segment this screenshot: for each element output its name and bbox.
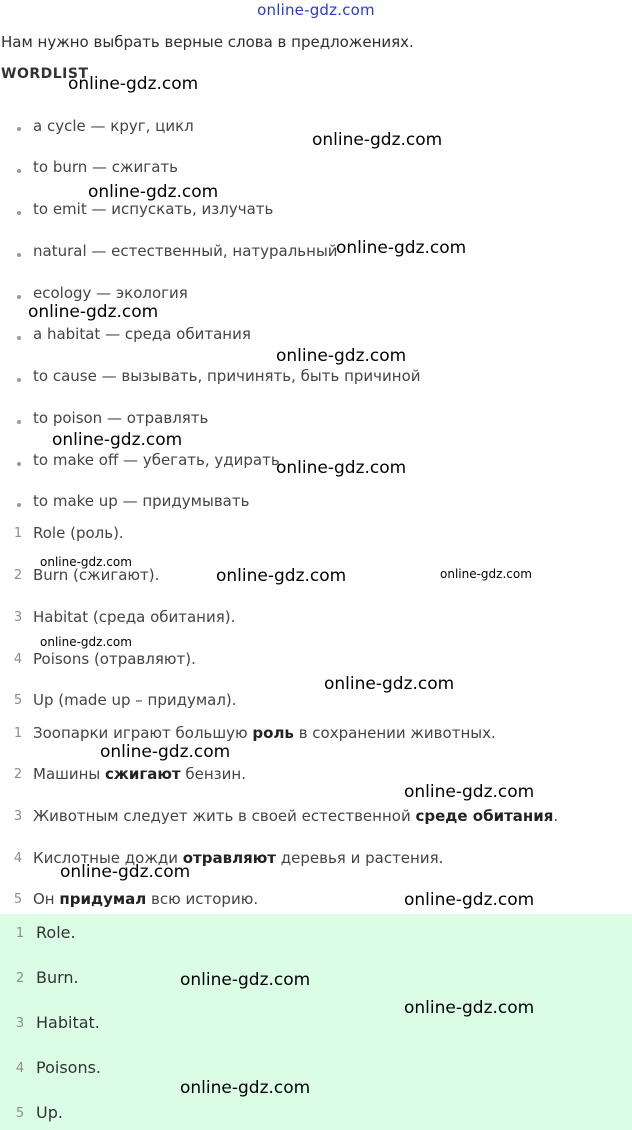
watermark: online-gdz.com xyxy=(28,302,159,322)
list-item: Burn (сжигают). xyxy=(33,566,160,584)
list-number: 2 xyxy=(15,971,25,986)
watermark: online-gdz.com xyxy=(312,130,443,150)
sentence: Животным следует жить в своей естественной среде обитания. xyxy=(33,807,559,825)
watermark: online-gdz.com xyxy=(404,998,535,1018)
watermark: online-gdz.com xyxy=(404,782,535,802)
watermark: online-gdz.com xyxy=(88,182,219,202)
list-number: 1 xyxy=(13,526,23,541)
wordlist-item: to emit — испускать, излучать xyxy=(33,200,274,218)
list-number: 3 xyxy=(15,1016,25,1031)
watermark: online-gdz.com xyxy=(440,567,532,581)
list-number: 1 xyxy=(13,726,23,741)
list-number: 4 xyxy=(13,652,23,667)
watermark: online-gdz.com xyxy=(100,742,231,762)
bullet-icon xyxy=(17,462,21,466)
intro-text: Нам нужно выбрать верные слова в предложениях. xyxy=(1,33,414,51)
bullet-icon xyxy=(17,295,21,299)
list-number: 1 xyxy=(15,926,25,941)
wordlist-title: WORDLIST xyxy=(1,66,89,82)
final-answer: Habitat. xyxy=(36,1013,100,1032)
list-item: Habitat (среда обитания). xyxy=(33,608,236,626)
sentence: Машины сжигают бензин. xyxy=(33,765,246,783)
watermark: online-gdz.com xyxy=(60,862,191,882)
list-number: 5 xyxy=(15,1106,25,1121)
list-item: Up (made up – придумал). xyxy=(33,691,237,709)
bullet-icon xyxy=(17,169,21,173)
list-number: 3 xyxy=(13,610,23,625)
wordlist-item: natural — естественный, натуральный xyxy=(33,242,338,260)
bullet-icon xyxy=(17,336,21,340)
watermark: online-gdz.com xyxy=(180,970,311,990)
wordlist-item: ecology — экология xyxy=(33,284,188,302)
watermark: online-gdz.com xyxy=(180,1078,311,1098)
watermark: online-gdz.com xyxy=(276,458,407,478)
list-number: 4 xyxy=(13,851,23,866)
list-number: 5 xyxy=(13,892,23,907)
wordlist-item: to poison — отравлять xyxy=(33,409,209,427)
wordlist-item: a habitat — среда обитания xyxy=(33,325,251,343)
answer-word: сжигают xyxy=(105,765,181,783)
wordlist-item: to cause — вызывать, причинять, быть причиной xyxy=(33,367,421,385)
sentence: Он придумал всю историю. xyxy=(33,890,259,908)
bullet-icon xyxy=(17,127,21,131)
sentence: Кислотные дожди отравляют деревья и растения. xyxy=(33,849,444,867)
answer-word: придумал xyxy=(59,890,147,908)
wordlist-item: a cycle — круг, цикл xyxy=(33,117,194,135)
watermark: online-gdz.com xyxy=(68,74,199,94)
answer-word: отравляют xyxy=(182,849,276,867)
bullet-icon xyxy=(17,420,21,424)
list-number: 3 xyxy=(13,809,23,824)
list-number: 2 xyxy=(13,767,23,782)
answer-word: роль xyxy=(252,724,294,742)
final-answer: Burn. xyxy=(36,968,79,987)
list-number: 4 xyxy=(15,1061,25,1076)
list-item: Role (роль). xyxy=(33,524,124,542)
wordlist-item: to make up — придумывать xyxy=(33,492,250,510)
sentence: Зоопарки играют большую роль в сохранении животных. xyxy=(33,724,496,742)
list-item: Poisons (отравляют). xyxy=(33,650,196,668)
bullet-icon xyxy=(17,378,21,382)
wordlist-item: to burn — сжигать xyxy=(33,158,178,176)
header-watermark: online-gdz.com xyxy=(257,1,375,19)
wordlist-item: to make off — убегать, удирать xyxy=(33,451,280,469)
bullet-icon xyxy=(17,503,21,507)
bullet-icon xyxy=(17,211,21,215)
watermark: online-gdz.com xyxy=(336,238,467,258)
watermark: online-gdz.com xyxy=(324,674,455,694)
watermark: online-gdz.com xyxy=(52,430,183,450)
watermark: online-gdz.com xyxy=(40,555,132,569)
watermark: online-gdz.com xyxy=(276,346,407,366)
final-answer: Up. xyxy=(36,1103,63,1122)
watermark: online-gdz.com xyxy=(216,566,347,586)
list-number: 2 xyxy=(13,568,23,583)
answer-word: среде обитания xyxy=(415,807,554,825)
bullet-icon xyxy=(17,253,21,257)
list-number: 5 xyxy=(13,693,23,708)
final-answer: Poisons. xyxy=(36,1058,101,1077)
watermark: online-gdz.com xyxy=(404,890,535,910)
watermark: online-gdz.com xyxy=(40,635,132,649)
final-answer: Role. xyxy=(36,923,76,942)
